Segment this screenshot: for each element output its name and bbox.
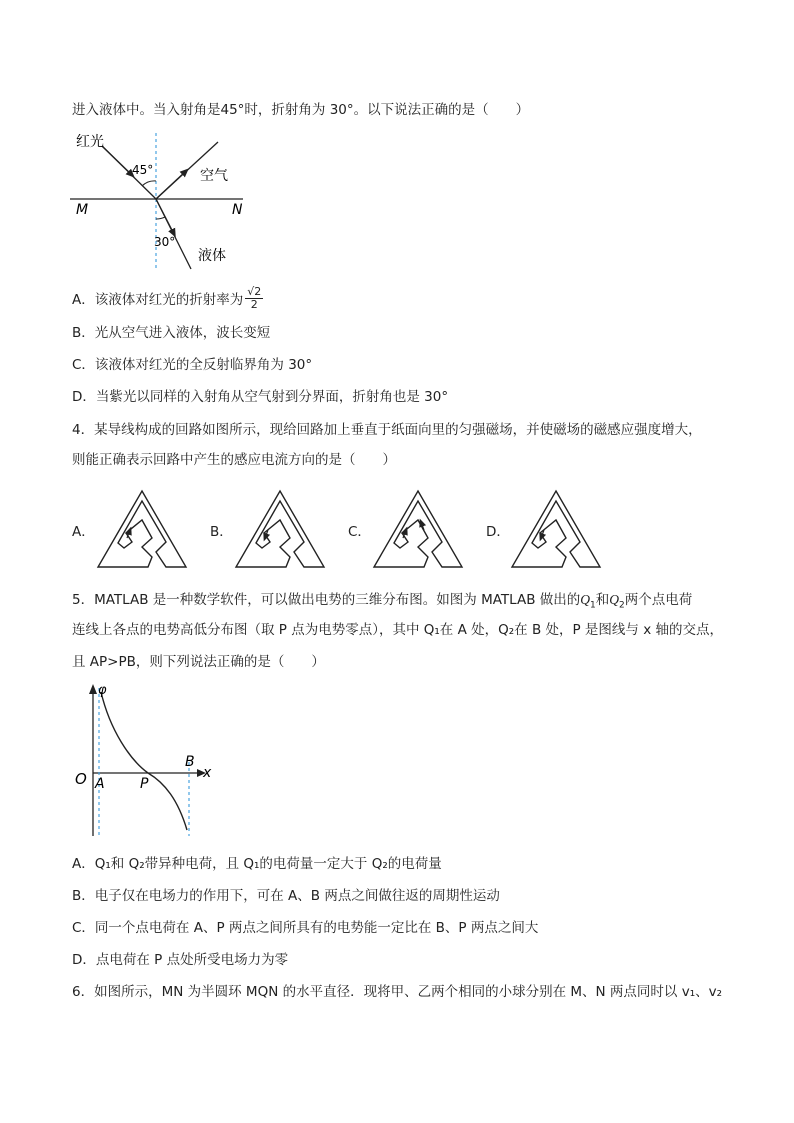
label-B: B (185, 754, 195, 770)
q3-refraction-figure (68, 128, 258, 273)
q3-option-c: C．该液体对红光的全反射临界角为 30° (72, 357, 313, 373)
q4-loop-figure-d (510, 488, 602, 570)
potential-curve (101, 692, 187, 830)
q5-line-1 (72, 590, 692, 616)
q4-loop-figure-b (234, 488, 326, 570)
q5-option-a: A．Q₁和 Q₂带异种电荷，且 Q₁的电荷量一定大于 Q₂的电荷量 (72, 856, 442, 872)
label-M: M (76, 202, 89, 218)
q5-line-1-b: 和 (595, 592, 610, 608)
label-red-light: 红光 (76, 134, 104, 150)
q3-stem: 进入液体中。当入射角是45°时，折射角为 30°。以下说法正确的是（ ） (72, 102, 530, 118)
q4-label-a: A． (72, 524, 95, 540)
q5-line-2: 连线上各点的电势高低分布图（取 P 点为电势零点），其中 Q₁在 A 处，Q₂在 B 处，P 是图线与 x 轴的交点， (72, 622, 724, 638)
q4-loop-figure-a (96, 488, 188, 570)
label-P: P (140, 776, 149, 792)
q4-label-b: B． (210, 524, 233, 540)
q5-q2-sub: 2 (619, 600, 625, 611)
q4-loop-figure-c (372, 488, 464, 570)
q5-q1-symbol: Q (580, 592, 591, 607)
q5-option-c: C．同一个点电荷在 A、P 两点之间所具有的电势能一定比在 B、P 两点之间大 (72, 920, 539, 936)
q5-line-1-c: 两个点电荷 (624, 592, 693, 608)
q5-potential-figure (70, 680, 230, 840)
q4-label-d: D． (486, 524, 510, 540)
label-phi: φ (98, 683, 107, 698)
fraction-denominator: 2 (250, 297, 258, 311)
q5-line-1-a: 5．MATLAB 是一种数学软件，可以做出电势的三维分布图。如图为 MATLAB 做出的 (72, 592, 581, 608)
q3-option-a (72, 281, 263, 315)
label-A: A (95, 776, 105, 792)
label-45: 45° (132, 163, 154, 177)
q3-option-b: B．光从空气进入液体，波长变短 (72, 325, 271, 341)
q4-line-1: 4．某导线构成的回路如图所示，现给回路加上垂直于纸面向里的匀强磁场，并使磁场的磁感应强度增大， (72, 422, 702, 438)
label-30: 30° (154, 235, 176, 249)
q5-option-b: B．电子仅在电场力的作用下，可在 A、B 两点之间做往返的周期性运动 (72, 888, 500, 904)
label-N: N (232, 202, 243, 218)
q5-q1-sub: 1 (590, 600, 596, 611)
q3-option-a-text: A．该液体对红光的折射率为 (72, 292, 244, 308)
q5-q2-symbol: Q (609, 592, 620, 607)
label-air: 空气 (200, 168, 228, 184)
fraction (245, 286, 263, 311)
label-liquid: 液体 (198, 248, 226, 264)
q5-line-3: 且 AP>PB，则下列说法正确的是（ ） (72, 654, 325, 670)
fraction-numerator: √2 (247, 284, 262, 298)
label-x: x (203, 765, 212, 781)
q4-line-2: 则能正确表示回路中产生的感应电流方向的是（ ） (72, 452, 396, 468)
q3-option-d: D．当紫光以同样的入射角从空气射到分界面，折射角也是 30° (72, 389, 449, 405)
q6-line-1: 6．如图所示，MN 为半圆环 MQN 的水平直径．现将甲、乙两个相同的小球分别在 M、N 两点同时以 v₁、v₂ (72, 984, 723, 1000)
q5-option-d: D．点电荷在 P 点处所受电场力为零 (72, 952, 289, 968)
q4-label-c: C． (348, 524, 371, 540)
label-O: O (75, 770, 87, 788)
